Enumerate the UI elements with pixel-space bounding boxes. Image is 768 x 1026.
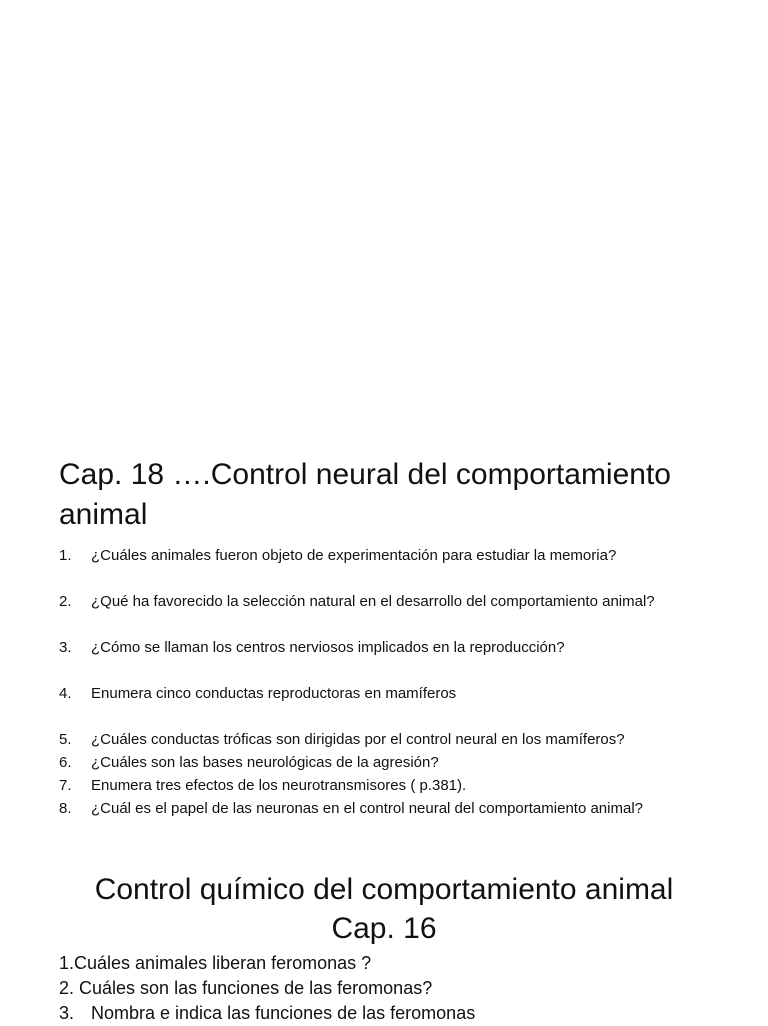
item-text: ¿Cuál es el papel de las neuronas en el control neural del comportamiento animal? xyxy=(91,800,643,817)
list-item xyxy=(59,774,749,797)
list-item xyxy=(59,590,749,613)
item-text: Enumera cinco conductas reproductoras en mamíferos xyxy=(91,685,457,702)
item-number: 7. xyxy=(59,777,72,794)
list-item xyxy=(59,728,749,751)
item-text: ¿Cuáles son las bases neurológicas de la agresión? xyxy=(91,754,439,771)
item-number: 3. xyxy=(59,1003,75,1023)
section-title-cap16 xyxy=(30,870,738,948)
item-text: ¿Cómo se llaman los centros nerviosos implicados en la reproducción? xyxy=(91,639,565,656)
item-number: 5. xyxy=(59,731,72,748)
question-list-cap16 xyxy=(59,951,749,1026)
list-item xyxy=(59,682,749,705)
item-text: 1.Cuáles animales liberan feromonas ? xyxy=(59,953,372,973)
item-text: Nombra e indica las funciones de las feromonas xyxy=(91,1003,476,1023)
item-number: 3. xyxy=(59,639,72,656)
list-item xyxy=(59,751,749,774)
item-text: ¿Qué ha favorecido la selección natural en el desarrollo del comportamiento animal? xyxy=(91,593,655,610)
list-item xyxy=(59,797,749,820)
section-title-cap18: Cap. 18 ….Control neural del comportamiento animal xyxy=(59,458,671,531)
item-number: 2. xyxy=(59,593,72,610)
list-item xyxy=(59,1001,749,1026)
item-number: 4. xyxy=(59,685,72,702)
item-text: ¿Cuáles conductas tróficas son dirigidas por el control neural en los mamíferos? xyxy=(91,731,625,748)
item-text: 2. Cuáles son las funciones de las feromonas? xyxy=(59,978,433,998)
section-title-line: Control químico del comportamiento animal xyxy=(94,873,674,906)
item-number: 6. xyxy=(59,754,72,771)
list-item xyxy=(59,636,749,659)
section-subtitle: Cap. 16 xyxy=(331,912,437,945)
list-item xyxy=(59,544,749,567)
list-item xyxy=(59,976,749,1001)
list-item xyxy=(59,951,749,976)
question-list-cap18 xyxy=(59,544,749,820)
item-text: ¿Cuáles animales fueron objeto de experimentación para estudiar la memoria? xyxy=(91,547,617,564)
item-number: 8. xyxy=(59,800,72,817)
item-number: 1. xyxy=(59,547,72,564)
item-text: Enumera tres efectos de los neurotransmisores ( p.381). xyxy=(91,777,467,794)
